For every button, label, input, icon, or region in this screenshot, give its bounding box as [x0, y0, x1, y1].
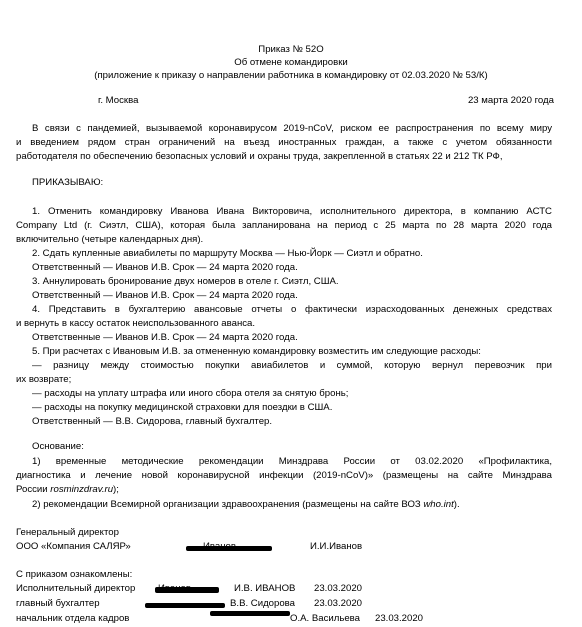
item-line: включительно (четыре календарных дня). [16, 234, 204, 245]
acquainted-sign: Иванов [158, 583, 191, 594]
order-title: Приказ № 52О [258, 44, 324, 55]
item-line: 1. Отменить командировку Иванова Ивана Викторовича, исполнительного директора, в компанию АСТС [32, 206, 552, 217]
basis-line [16, 484, 119, 496]
preamble-line: В связи с пандемией, вызываемой коронавирусом 2019-nCoV, риском ее распространения по всему миру [32, 123, 552, 134]
acquainted-role: начальник отдела кадров [16, 613, 130, 624]
preamble-line: работодателя по обеспечению безопасных условий и охраны труда, закрепленной в статьях 22 и 212 ТК РФ, [16, 151, 503, 162]
item-line: 2. Сдать купленные авиабилеты по маршруту Москва — Нью-Йорк — Сиэтл и обратно. [32, 248, 423, 259]
director-name: И.И.Иванов [310, 541, 363, 552]
basis-line: 1) временные методические рекомендации Минздрава России от 03.02.2020 «Профилактика, [32, 456, 552, 467]
item-line: Ответственные — Иванов И.В. Срок — 24 марта 2020 года. [32, 332, 298, 343]
date: 23 марта 2020 года [467, 95, 554, 106]
acquainted-role: Исполнительный директор [16, 583, 136, 594]
order-subtitle: Об отмене командировки [234, 57, 348, 68]
acquainted-date: 23.03.2020 [314, 583, 363, 594]
item-line: Ответственный — В.В. Сидорова, главный бухгалтер. [32, 416, 273, 427]
basis-site: rosminzdrav.ru [50, 484, 114, 495]
company-name: ООО «Компания САЛЯР» [16, 541, 131, 552]
director-sign: Иванов [203, 541, 236, 552]
item-line: 3. Аннулировать бронирование двух номеров в отеле г. Сиэтл, США. [32, 276, 339, 287]
basis-tail: ); [113, 484, 119, 495]
redacted-signature [145, 603, 225, 608]
basis-tail: ). [453, 499, 460, 510]
acquainted-name: И.В. ИВАНОВ [234, 583, 296, 594]
item-line: Ответственный — Иванов И.В. Срок — 24 марта 2020 года. [32, 290, 298, 301]
item-line: — расходы на покупку медицинской страховки для поездки в США. [32, 402, 333, 413]
order-word: ПРИКАЗЫВАЮ: [32, 177, 104, 188]
acquainted-role: главный бухгалтер [16, 598, 100, 609]
basis-country: России [16, 484, 51, 495]
acquainted-date: 23.03.2020 [314, 598, 363, 609]
order-reference: (приложение к приказу о направлении работника в командировку от 02.03.2020 № 53/К) [94, 70, 488, 81]
place: г. Москва [98, 95, 139, 106]
acquainted-date: 23.03.2020 [375, 613, 424, 624]
acquainted-name: В.В. Сидорова [230, 598, 296, 609]
preamble-line: и введением рядом стран ограничений на въезд иностранных граждан, а также с учетом обязанности [16, 137, 552, 148]
basis-line [32, 499, 460, 511]
basis-label: Основание: [32, 441, 84, 452]
item-line: и вернуть в кассу остаток неиспользованного аванса. [16, 318, 256, 329]
acquainted-label: С приказом ознакомлены: [16, 569, 133, 580]
item-line: Ответственный — Иванов И.В. Срок — 24 марта 2020 года. [32, 262, 298, 273]
item-line: их возврате; [16, 374, 72, 385]
acquainted-name: О.А. Васильева [290, 613, 361, 624]
item-line: — расходы на уплату штрафа или иного сбора отеля за снятую бронь; [32, 388, 349, 399]
redacted-signature [210, 611, 290, 616]
director-position: Генеральный директор [16, 527, 119, 538]
basis-text: 2) рекомендации Всемирной организации здравоохранения (размещены на сайте ВОЗ [32, 499, 424, 510]
item-line: — разницу между стоимостью покупки авиабилетов и суммой, которую вернул перевозчик при [32, 360, 552, 371]
item-line: Company Ltd (г. Сиэтл, США), которая была запланирована на период с 25 марта по 28 марта 2020 года [16, 220, 552, 231]
basis-line: диагностика и лечение новой коронавирусной инфекции (2019-nCoV)» (размещены на сайте Минздрава [16, 470, 552, 481]
basis-site: who.int [423, 499, 454, 510]
item-line: 4. Представить в бухгалтерию авансовые отчеты о фактически израсходованных денежных средствах [32, 304, 552, 315]
item-line: 5. При расчетах с Ивановым И.В. за отмененную командировку возместить им следующие расходы: [32, 346, 481, 357]
